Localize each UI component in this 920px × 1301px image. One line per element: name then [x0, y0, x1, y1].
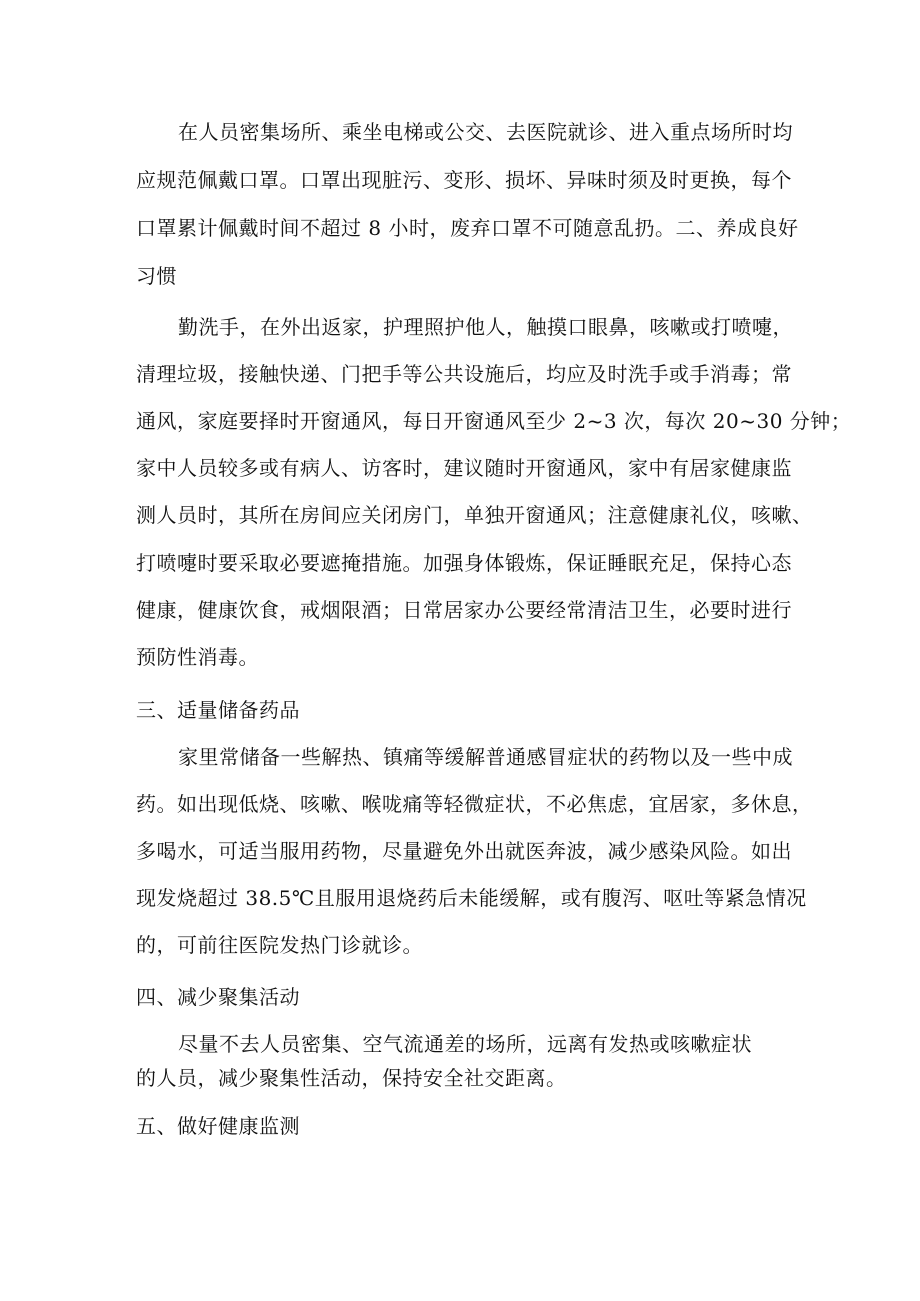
text-line: 通风，家庭要择时开窗通风，每日开窗通风至少 2~3 次，每次 20~30 分钟； [136, 409, 852, 433]
section-heading: 五、做好健康监测 [136, 1114, 300, 1138]
text-line: 尽量不去人员密集、空气流通差的场所，远离有发热或咳嗽症状 [178, 1032, 752, 1056]
text-line: 家里常储备一些解热、镇痛等缓解普通感冒症状的药物以及一些中成 [178, 745, 793, 769]
text-line: 多喝水，可适当服用药物，尽量避免外出就医奔波，减少感染风险。如出 [136, 839, 792, 863]
text-line: 勤洗手，在外出返家，护理照护他人，触摸口眼鼻，咳嗽或打喷嚏， [178, 315, 793, 339]
section-heading: 三、适量储备药品 [136, 698, 300, 722]
text-line: 家中人员较多或有病人、访客时，建议随时开窗通风，家中有居家健康监 [136, 456, 792, 480]
text-line: 现发烧超过 38.5℃且服用退烧药后未能缓解，或有腹泻、呕吐等紧急情况 [136, 886, 807, 910]
text-line: 预防性消毒。 [136, 645, 259, 669]
text-line: 打喷嚏时要采取必要遮掩措施。加强身体锻炼，保证睡眠充足，保持心态 [136, 551, 792, 575]
text-line: 的人员，减少聚集性活动，保持安全社交距离。 [136, 1066, 567, 1090]
text-line: 健康，健康饮食，戒烟限酒；日常居家办公要经常清洁卫生，必要时进行 [136, 598, 792, 622]
section-heading: 四、减少聚集活动 [136, 985, 300, 1009]
text-line: 在人员密集场所、乘坐电梯或公交、去医院就诊、进入重点场所时均 [178, 120, 793, 144]
text-line: 口罩累计佩戴时间不超过 8 小时，废弃口罩不可随意乱扔。二、养成良好 [136, 216, 799, 240]
text-line: 清理垃圾，接触快递、门把手等公共设施后，均应及时洗手或手消毒；常 [136, 362, 792, 386]
text-line: 应规范佩戴口罩。口罩出现脏污、变形、损坏、异味时须及时更换，每个 [136, 168, 792, 192]
text-line: 药。如出现低烧、咳嗽、喉咙痛等轻微症状，不必焦虑，宜居家，多休息， [136, 792, 813, 816]
text-line: 习惯 [136, 264, 177, 288]
text-line: 的，可前往医院发热门诊就诊。 [136, 933, 423, 957]
text-line: 测人员时，其所在房间应关闭房门，单独开窗通风；注意健康礼仪，咳嗽、 [136, 503, 813, 527]
